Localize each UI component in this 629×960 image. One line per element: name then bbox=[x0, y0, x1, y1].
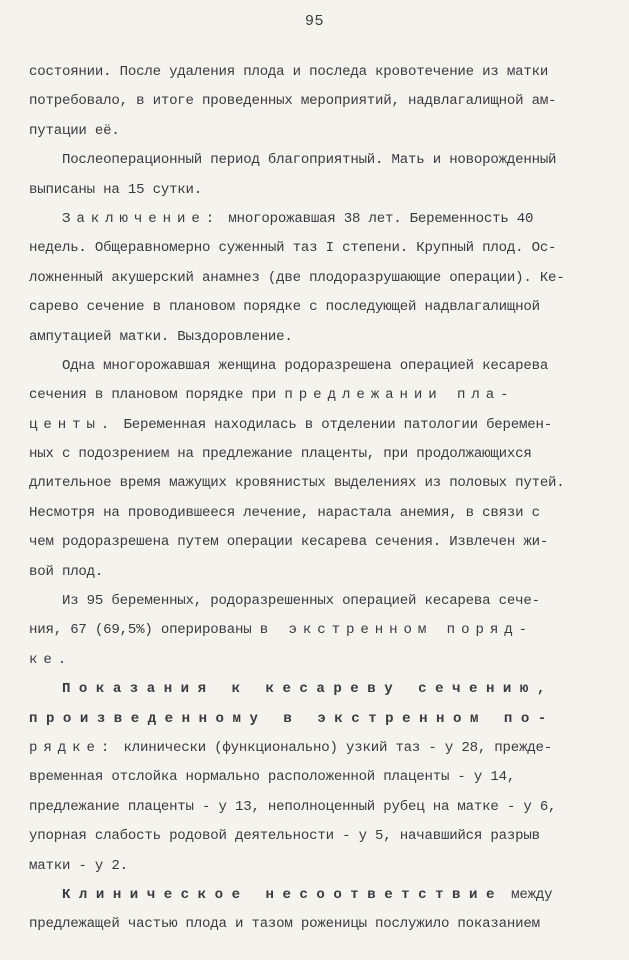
text-run bbox=[29, 887, 62, 903]
text-run: предлежание плаценты - у 13, неполноценный рубец на матке - у 6, bbox=[29, 798, 557, 815]
text-run: упорная слабость родовой деятельности - у 5, начавшийся разрыв bbox=[29, 828, 540, 845]
spaced-emphasis: центы. bbox=[29, 416, 116, 433]
body-text bbox=[29, 58, 609, 940]
text-line bbox=[29, 469, 604, 498]
paragraph bbox=[29, 881, 609, 940]
paragraph bbox=[29, 146, 609, 205]
paragraph bbox=[29, 205, 609, 352]
text-line bbox=[29, 176, 604, 205]
text-run: длительное время мажущих кровянистых выделениях из половых путей. bbox=[29, 475, 565, 492]
text-run: Одна многорожавшая женщина родоразрешена операцией кесарева bbox=[29, 357, 549, 374]
text-run: ложненный акушерский анамнез (две плодоразрушающие операции). Ке- bbox=[29, 269, 565, 286]
text-run: путации её. bbox=[29, 122, 120, 139]
text-line bbox=[29, 528, 604, 557]
text-run: клинически (функционально) узкий таз - у 28, прежде- bbox=[115, 739, 552, 756]
text-line bbox=[29, 499, 604, 528]
spaced-emphasis: в экстренном поряд- bbox=[259, 622, 533, 639]
spaced-emphasis: предлежании пла- bbox=[284, 387, 515, 404]
text-run: ных с подозрением на предлежание плаценты, при продолжающихся bbox=[29, 446, 532, 463]
text-run: Из 95 беременных, родоразрешенных операцией кесарева сече- bbox=[29, 593, 540, 610]
paragraph bbox=[29, 675, 609, 881]
text-line bbox=[29, 264, 604, 293]
text-line bbox=[29, 793, 604, 822]
text-run: сечения в плановом порядке при bbox=[29, 387, 285, 404]
text-line bbox=[29, 763, 604, 792]
paragraph bbox=[29, 352, 609, 587]
text-run: сарево сечение в плановом порядке с последующей надвлагалищной bbox=[29, 299, 540, 316]
page-number: 95 bbox=[304, 13, 324, 30]
text-line bbox=[29, 646, 604, 675]
text-line bbox=[29, 58, 604, 87]
text-line bbox=[29, 558, 604, 587]
text-line bbox=[29, 205, 604, 234]
text-line bbox=[29, 234, 604, 263]
paragraph bbox=[29, 58, 609, 146]
text-line bbox=[29, 87, 604, 116]
text-line bbox=[29, 440, 604, 469]
text-run: предлежащей частью плода и тазом роженицы послужило показанием bbox=[29, 916, 540, 933]
text-run bbox=[29, 211, 62, 227]
spaced-emphasis: Клиническое несоответствие bbox=[61, 886, 503, 903]
text-line bbox=[29, 881, 604, 910]
text-line bbox=[29, 616, 604, 645]
text-run: вой плод. bbox=[29, 563, 104, 580]
text-run: между bbox=[502, 886, 553, 903]
spaced-emphasis: произведенному в экстренном по- bbox=[29, 710, 555, 727]
paragraph bbox=[29, 587, 609, 675]
text-run: Послеоперационный период благоприятный. Мать и новорожденный bbox=[29, 152, 557, 169]
text-run bbox=[29, 681, 62, 697]
text-line bbox=[29, 587, 604, 616]
text-line bbox=[29, 117, 604, 146]
text-line bbox=[29, 411, 604, 440]
spaced-emphasis: Показания к кесареву сечению, bbox=[61, 681, 554, 698]
text-run: выписаны на 15 сутки. bbox=[29, 181, 203, 198]
text-run: временная отслойка нормально расположенной плаценты - у 14, bbox=[29, 769, 516, 786]
text-line bbox=[29, 822, 604, 851]
text-run: потребовало, в итоге проведенных мероприятий, надвлагалищной ам- bbox=[29, 93, 557, 110]
spaced-emphasis: ке. bbox=[29, 651, 73, 668]
text-run: Беременная находилась в отделении патологии беремен- bbox=[115, 416, 552, 433]
text-line bbox=[29, 852, 604, 881]
text-run: многорожавшая 38 лет. Беременность 40 bbox=[220, 210, 534, 227]
text-run: состоянии. После удаления плода и последа кровотечение из матки bbox=[29, 64, 549, 80]
text-run: недель. Общеравномерно суженный таз I степени. Крупный плод. Ос- bbox=[29, 240, 557, 257]
text-line bbox=[29, 323, 604, 352]
text-run: чем родоразрешена путем операции кесарева сечения. Извлечен жи- bbox=[29, 534, 549, 551]
text-line bbox=[29, 293, 604, 322]
text-line bbox=[29, 352, 604, 381]
text-line bbox=[29, 381, 604, 410]
spaced-emphasis: рядке: bbox=[29, 739, 116, 756]
text-run: Несмотря на проводившееся лечение, нарастала анемия, в связи с bbox=[29, 504, 540, 521]
text-line bbox=[29, 705, 604, 734]
text-run: ампутацией матки. Выздоровление. bbox=[29, 328, 293, 345]
text-run: ния, 67 (69,5%) оперированы bbox=[29, 622, 260, 639]
text-line bbox=[29, 910, 604, 939]
text-line bbox=[29, 146, 604, 175]
spaced-emphasis: Заключение: bbox=[61, 210, 221, 227]
text-run: матки - у 2. bbox=[29, 857, 128, 874]
text-line bbox=[29, 675, 604, 704]
text-line bbox=[29, 734, 604, 763]
